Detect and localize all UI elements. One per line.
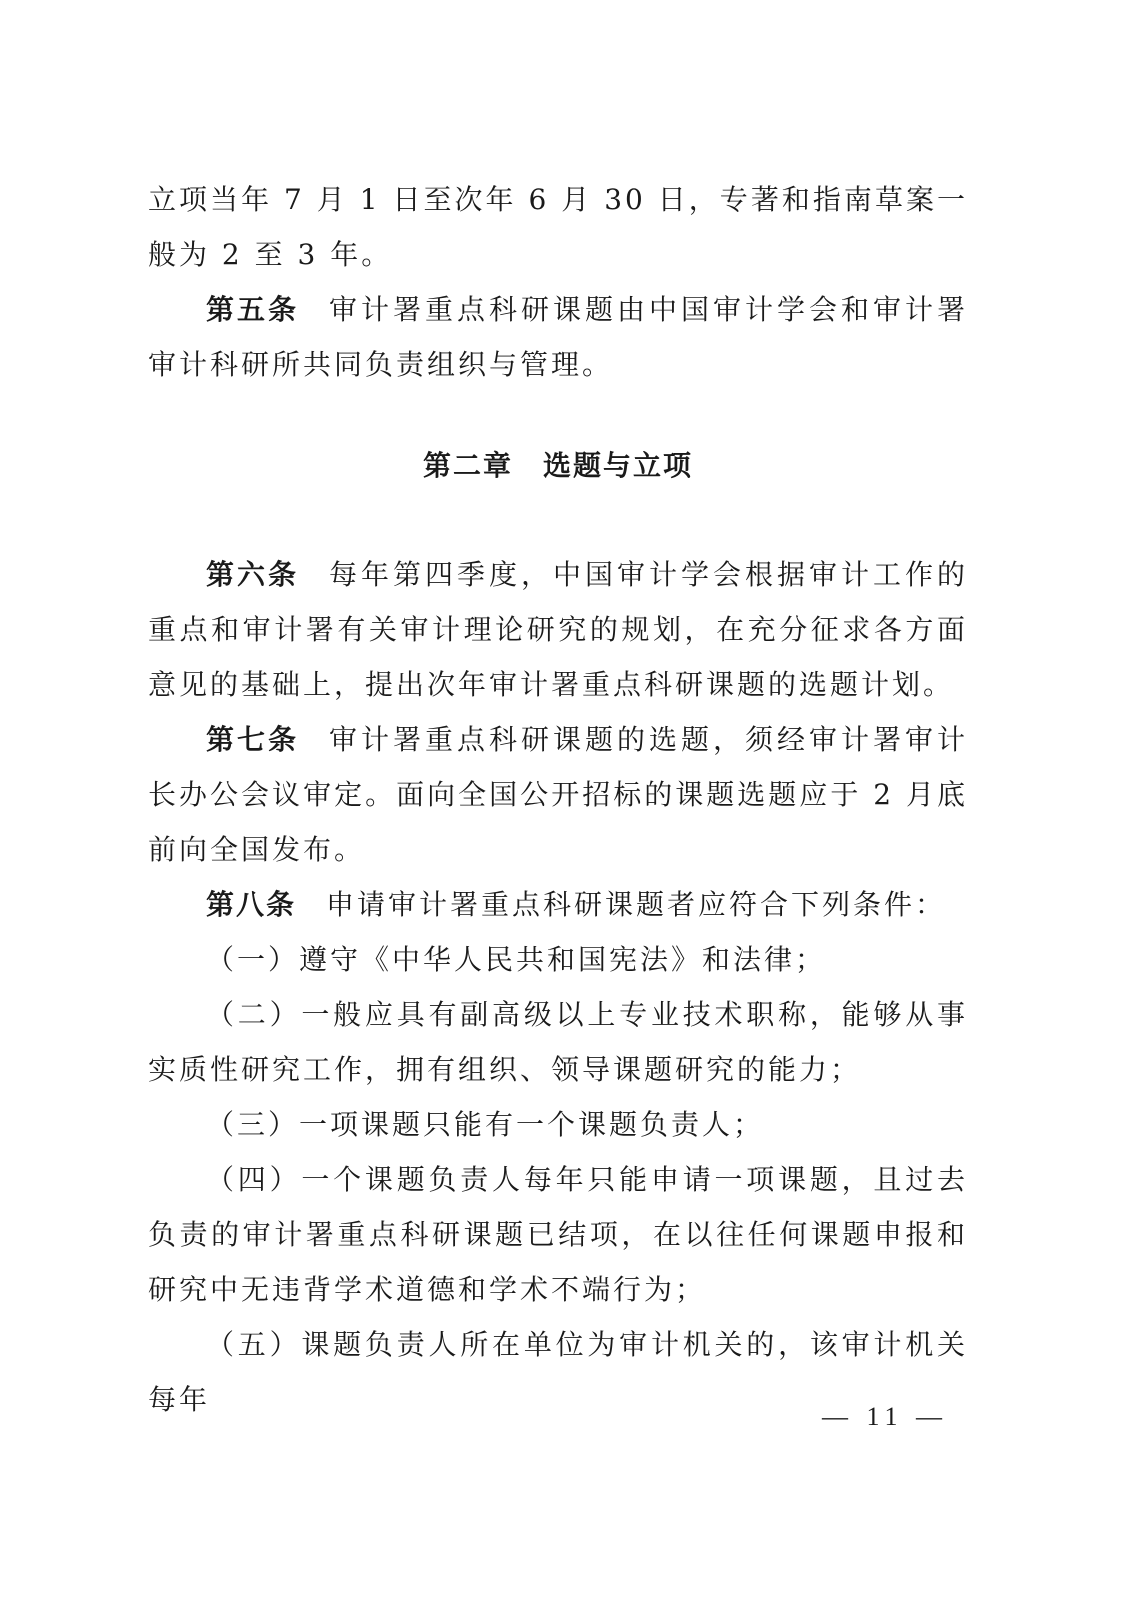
- article-7-label: 第七条: [206, 723, 299, 756]
- article-5: [148, 282, 968, 392]
- paragraph-duration: 立项当年 7 月 1 日至次年 6 月 30 日，专著和指南草案一般为 2 至 3 年。: [148, 183, 968, 271]
- article-7: [148, 712, 968, 877]
- condition-3: （三）一项课题只能有一个课题负责人；: [206, 1108, 765, 1141]
- condition-5: （五）课题负责人所在单位为审计机关的，该审计机关每年: [148, 1328, 968, 1416]
- article-5-label: 第五条: [206, 293, 299, 326]
- article-6-label: 第六条: [206, 558, 299, 591]
- condition-2: （二）一般应具有副高级以上专业技术职称，能够从事实质性研究工作，拥有组织、领导课题研究的能力；: [148, 998, 968, 1086]
- article-6-text: 每年第四季度，中国审计学会根据审计工作的重点和审计署有关审计理论研究的规划，在充分征求各方面意见的基础上，提出次年审计署重点科研课题的选题计划。: [148, 558, 968, 701]
- page-number: — 11 —: [822, 1402, 949, 1431]
- document-body: [148, 172, 968, 1427]
- article-8-label: 第八条: [206, 888, 297, 921]
- condition-4: （四）一个课题负责人每年只能申请一项课题，且过去负责的审计署重点科研课题已结项，在以往任何课题申报和研究中无违背学术道德和学术不端行为；: [148, 1163, 968, 1306]
- article-5-text: 审计署重点科研课题由中国审计学会和审计署审计科研所共同负责组织与管理。: [148, 293, 968, 381]
- chapter-heading: [148, 438, 968, 493]
- chapter-number: 第二章: [422, 449, 513, 482]
- condition-1: （一）遵守《中华人民共和国宪法》和法律；: [206, 943, 827, 976]
- article-6: [148, 547, 968, 712]
- article-7-text: 审计署重点科研课题的选题，须经审计署审计长办公会议审定。面向全国公开招标的课题选题应于 2 月底前向全国发布。: [148, 723, 968, 866]
- article-8-text: 申请审计署重点科研课题者应符合下列条件：: [326, 888, 947, 921]
- chapter-title: 选题与立项: [543, 449, 694, 482]
- article-8: [148, 877, 968, 932]
